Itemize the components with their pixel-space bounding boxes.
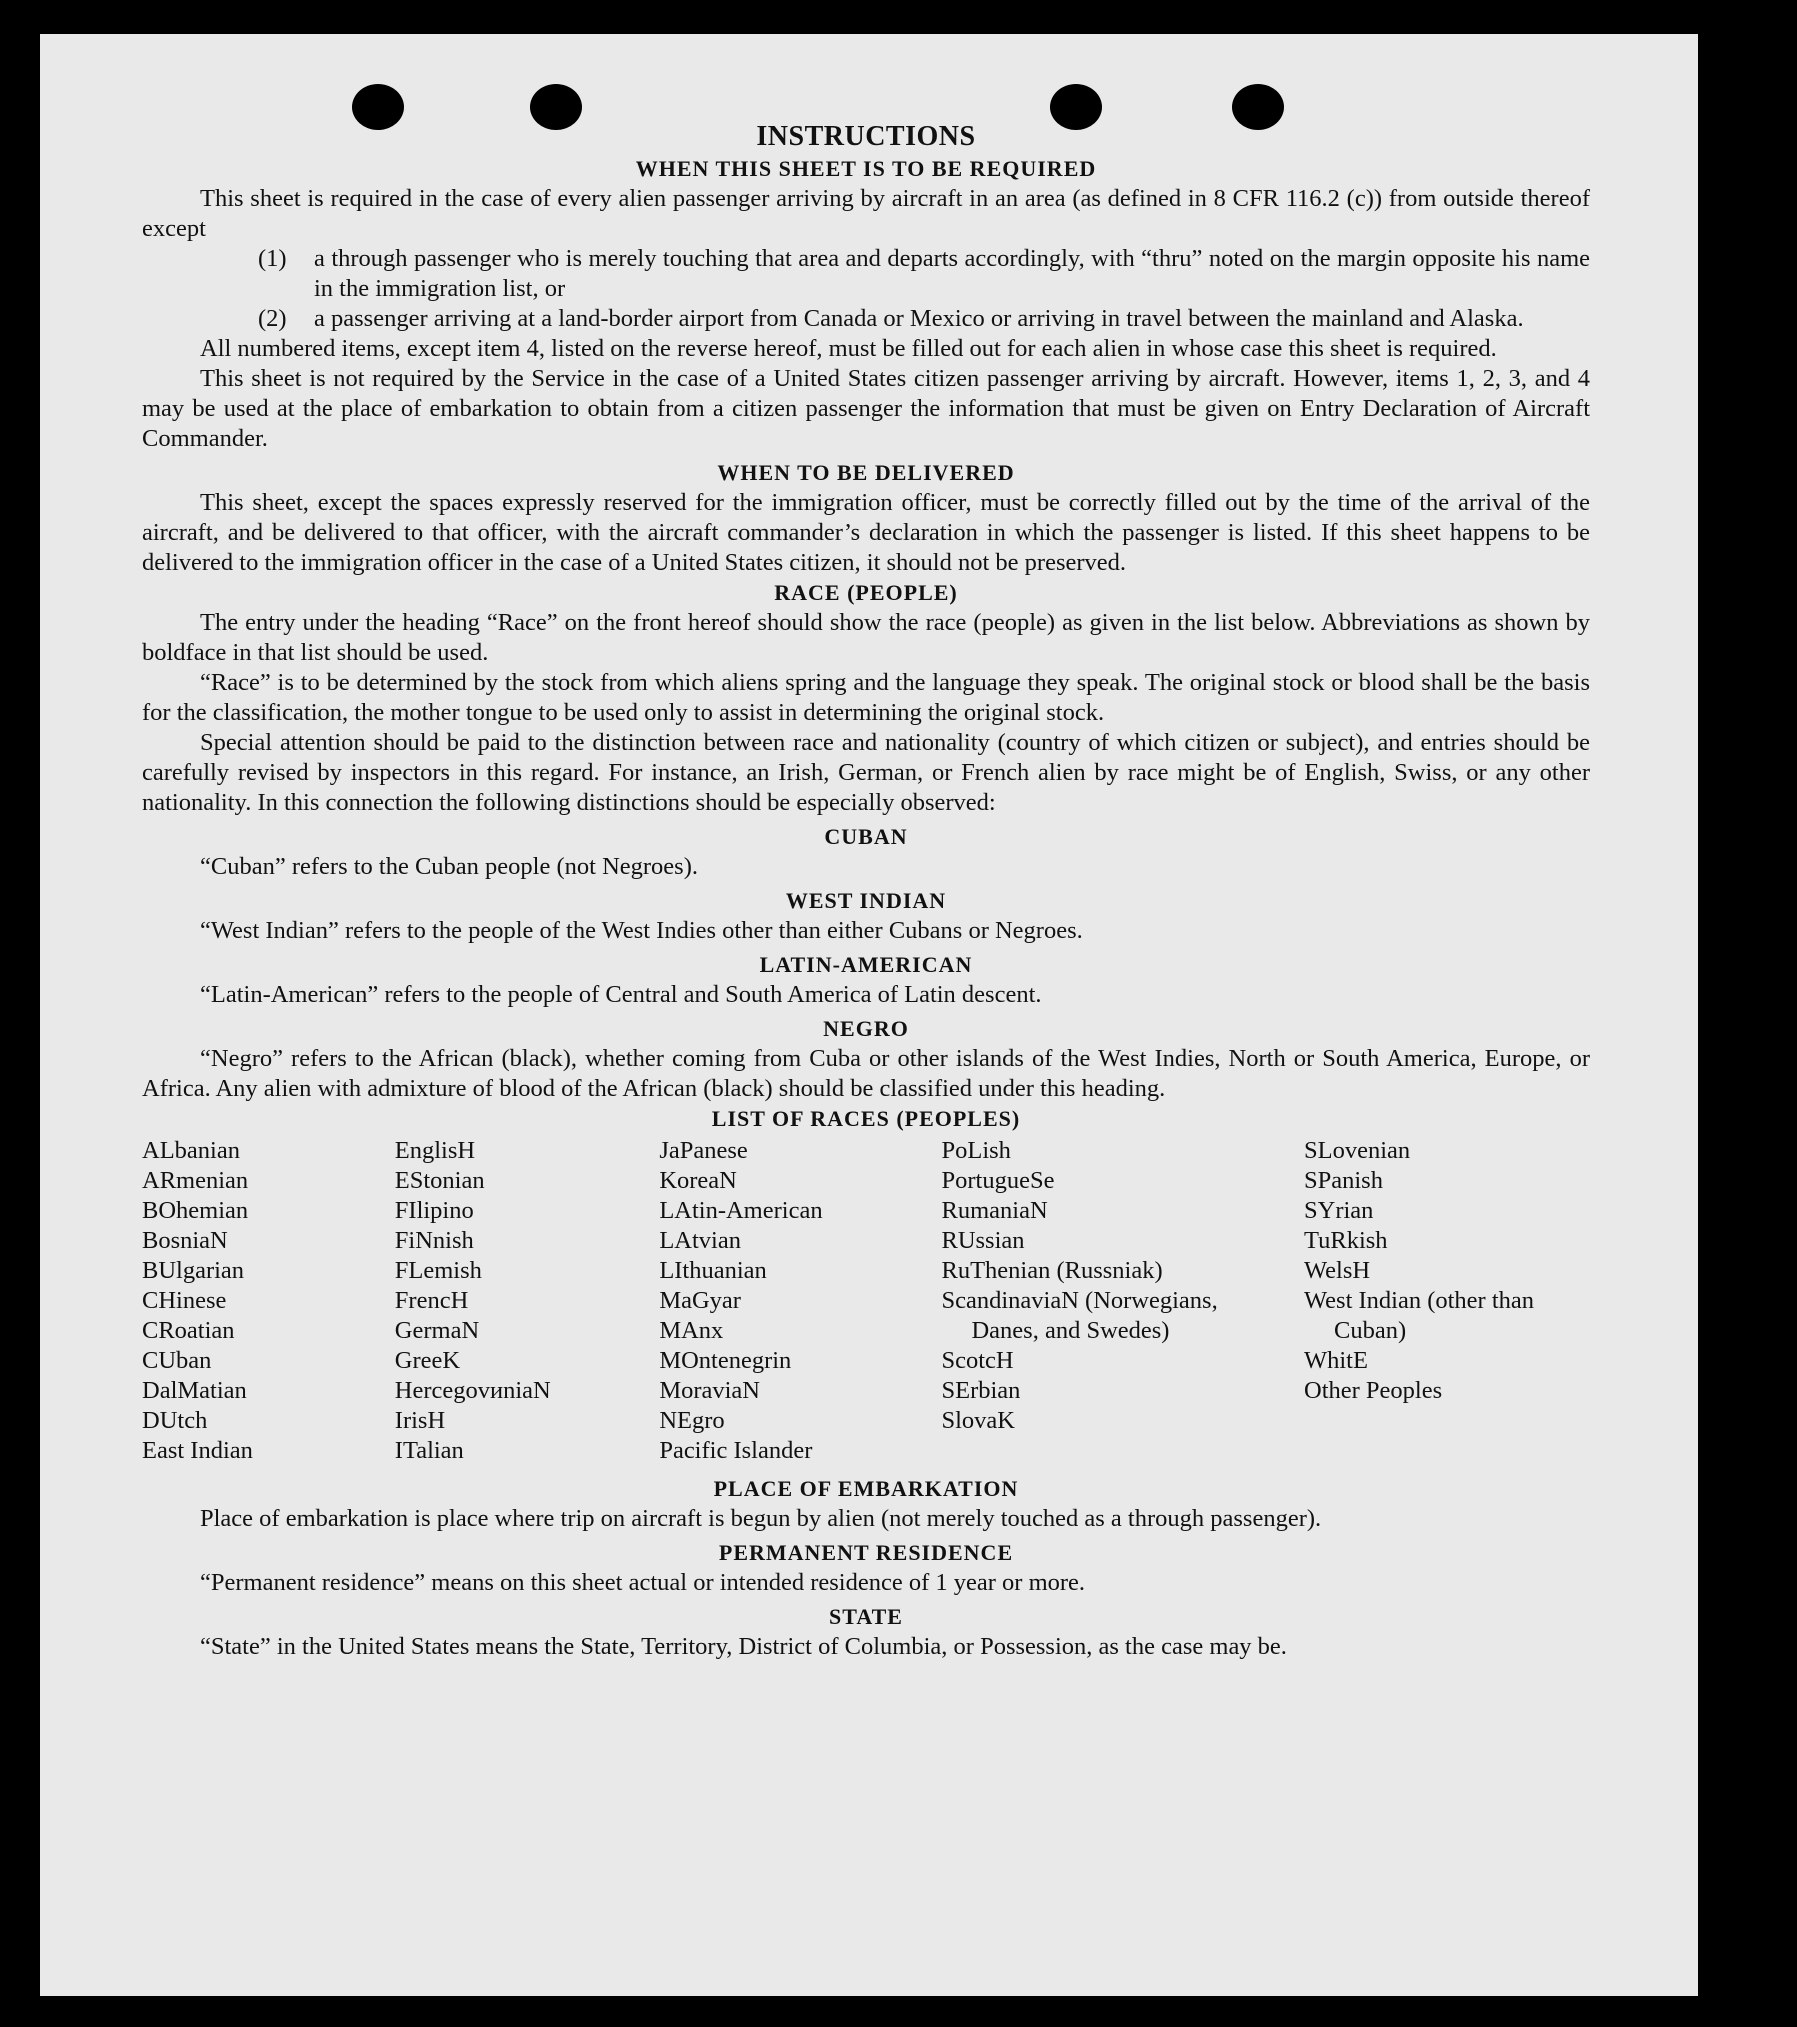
race-entry: SPanish bbox=[1304, 1167, 1383, 1194]
paragraph: “State” in the United States means the State, Territory, District of Columbia, or Possession, as the case may be. bbox=[200, 1633, 1287, 1660]
section-heading-latin-american: LATIN-AMERICAN bbox=[759, 952, 973, 977]
section-heading-negro: NEGRO bbox=[823, 1016, 909, 1041]
race-entry: FiNnish bbox=[394, 1227, 474, 1254]
race-entry: MaGyar bbox=[659, 1287, 741, 1314]
section-heading-race: RACE (PEOPLE) bbox=[774, 580, 958, 605]
race-entry: ARmenian bbox=[142, 1167, 249, 1194]
race-entry: RUssian bbox=[941, 1227, 1025, 1254]
race-entry: EnglisH bbox=[394, 1137, 476, 1164]
paragraph: This sheet is not required by the Service in the case of a United States citizen passenger arriving by aircraft. However, items 1, 2, 3, and 4 may be used at the place of embarkation to obtain from a citizen passenger the information that must be given on Entry Declaration of Aircraft Commander. bbox=[142, 365, 1590, 452]
race-entry: Other Peoples bbox=[1304, 1377, 1443, 1404]
race-entry: ScotcH bbox=[941, 1347, 1014, 1374]
paragraph: “Race” is to be determined by the stock from which aliens spring and the language they speak. The original stock or blood shall be the basis for the classification, the mother tongue to be used only to assist in determining the original stock. bbox=[142, 669, 1590, 726]
race-entry: Pacific Islander bbox=[659, 1437, 813, 1464]
paragraph: “West Indian” refers to the people of the West Indies other than either Cubans or Negroes. bbox=[200, 917, 1083, 944]
section-heading-residence: PERMANENT RESIDENCE bbox=[718, 1540, 1014, 1565]
section-heading-when-required: WHEN THIS SHEET IS TO BE REQUIRED bbox=[635, 156, 1097, 181]
race-entry: BosniaN bbox=[142, 1227, 228, 1254]
race-entry: IrisH bbox=[394, 1407, 446, 1434]
race-entry: HercegovиniaN bbox=[394, 1377, 551, 1404]
races-column bbox=[659, 1136, 941, 1466]
race-entry: PortugueSe bbox=[941, 1167, 1055, 1194]
paragraph: “Negro” refers to the African (black), whether coming from Cuba or other islands of the West Indies, North or South America, Europe, or Africa. Any alien with admixture of blood of the African (black) should be classified under this heading. bbox=[142, 1045, 1590, 1102]
race-entry: FIlipino bbox=[394, 1197, 474, 1224]
section-heading-when-delivered: WHEN TO BE DELIVERED bbox=[717, 460, 1015, 485]
race-entry: LIthuanian bbox=[659, 1257, 767, 1284]
race-entry: EStonian bbox=[394, 1167, 485, 1194]
item-number: (1) bbox=[258, 245, 287, 272]
section-heading-embarkation: PLACE OF EMBARKATION bbox=[713, 1476, 1019, 1501]
race-entry: JaPanese bbox=[659, 1137, 748, 1164]
document-title: INSTRUCTIONS bbox=[756, 121, 976, 152]
races-list bbox=[142, 1136, 1590, 1466]
race-entry: KoreaN bbox=[659, 1167, 737, 1194]
section-heading-state: STATE bbox=[829, 1604, 903, 1629]
race-entry: ScandinaviaN (Norwegians, Danes, and Swedes) bbox=[941, 1287, 1218, 1344]
race-entry: RumaniaN bbox=[941, 1197, 1048, 1224]
item-text: a passenger arriving at a land-border airport from Canada or Mexico or arriving in travel between the mainland and Alaska. bbox=[314, 305, 1524, 332]
race-entry: CHinese bbox=[142, 1287, 227, 1314]
race-entry: ITalian bbox=[394, 1437, 464, 1464]
section-heading-cuban: CUBAN bbox=[824, 824, 908, 849]
race-entry: CUban bbox=[142, 1347, 212, 1374]
race-entry: WelsH bbox=[1304, 1257, 1371, 1284]
race-entry: SErbian bbox=[941, 1377, 1021, 1404]
race-entry: PoLish bbox=[941, 1137, 1011, 1164]
race-entry: NEgro bbox=[659, 1407, 725, 1434]
race-entry: ALbanian bbox=[142, 1137, 240, 1164]
section-heading-list-of-races: LIST OF RACES (PEOPLES) bbox=[711, 1106, 1021, 1131]
race-entry: MAnx bbox=[659, 1317, 724, 1344]
race-entry: CRoatian bbox=[142, 1317, 235, 1344]
list-item bbox=[142, 244, 1590, 304]
paragraph: This sheet, except the spaces expressly reserved for the immigration officer, must be correctly filled out by the time of the arrival of the aircraft, and be delivered to that officer, with the aircraft commander’s declaration in which the passenger is listed. If this sheet happens to be delivered to the immigration officer in the case of a United States citizen, it should not be preserved. bbox=[142, 489, 1590, 576]
document-body bbox=[142, 120, 1590, 1662]
document-sheet bbox=[40, 34, 1698, 1996]
race-entry: GermaN bbox=[394, 1317, 480, 1344]
race-entry: MOntenegrin bbox=[659, 1347, 792, 1374]
race-entry: FLemish bbox=[394, 1257, 482, 1284]
section-heading-west-indian: WEST INDIAN bbox=[785, 888, 947, 913]
race-entry: BUlgarian bbox=[142, 1257, 245, 1284]
race-entry: LAtin-American bbox=[659, 1197, 823, 1224]
race-entry: TuRkish bbox=[1304, 1227, 1388, 1254]
paragraph: Special attention should be paid to the distinction between race and nationality (country of which citizen or subject), and entries should be carefully revised by inspectors in this regard. For instance, an Irish, German, or French alien by race might be of English, Swiss, or any other nationality. In this connection the following distinctions should be especially observed: bbox=[142, 729, 1590, 816]
item-text: a through passenger who is merely touching that area and departs accordingly, with “thru” noted on the margin opposite his name in the immigration list, or bbox=[314, 245, 1590, 302]
race-entry: LAtvian bbox=[659, 1227, 741, 1254]
race-entry: SlovaK bbox=[941, 1407, 1015, 1434]
item-number: (2) bbox=[258, 305, 287, 332]
race-entry: SYrian bbox=[1304, 1197, 1374, 1224]
race-entry: East Indian bbox=[142, 1437, 253, 1464]
paragraph: Place of embarkation is place where trip on aircraft is begun by alien (not merely touched as a through passenger). bbox=[200, 1505, 1322, 1532]
race-entry: West Indian (other than Cuban) bbox=[1304, 1287, 1535, 1344]
race-entry: BOhemian bbox=[142, 1197, 249, 1224]
race-entry: WhitE bbox=[1304, 1347, 1368, 1374]
race-entry: MoraviaN bbox=[659, 1377, 761, 1404]
race-entry: FrencH bbox=[394, 1287, 469, 1314]
races-column bbox=[395, 1136, 660, 1466]
race-entry: DalMatian bbox=[142, 1377, 247, 1404]
paragraph: “Cuban” refers to the Cuban people (not Negroes). bbox=[200, 853, 698, 880]
races-column bbox=[941, 1136, 1304, 1466]
race-entry: RuThenian (Russniak) bbox=[941, 1257, 1163, 1284]
paragraph: The entry under the heading “Race” on the front hereof should show the race (people) as given in the list below. Abbreviations as shown by boldface in that list should be used. bbox=[142, 609, 1590, 666]
paragraph: This sheet is required in the case of every alien passenger arriving by aircraft in an area (as defined in 8 CFR 116.2 (c)) from outside thereof except bbox=[142, 185, 1590, 242]
paragraph: “Permanent residence” means on this sheet actual or intended residence of 1 year or more. bbox=[200, 1569, 1086, 1596]
paragraph: All numbered items, except item 4, listed on the reverse hereof, must be filled out for each alien in whose case this sheet is required. bbox=[200, 335, 1497, 362]
races-column bbox=[142, 1136, 395, 1466]
list-item bbox=[142, 304, 1590, 334]
race-entry: GreeK bbox=[394, 1347, 461, 1374]
race-entry: SLovenian bbox=[1304, 1137, 1411, 1164]
races-column bbox=[1304, 1136, 1590, 1466]
paragraph: “Latin-American” refers to the people of Central and South America of Latin descent. bbox=[200, 981, 1042, 1008]
race-entry: DUtch bbox=[142, 1407, 208, 1434]
